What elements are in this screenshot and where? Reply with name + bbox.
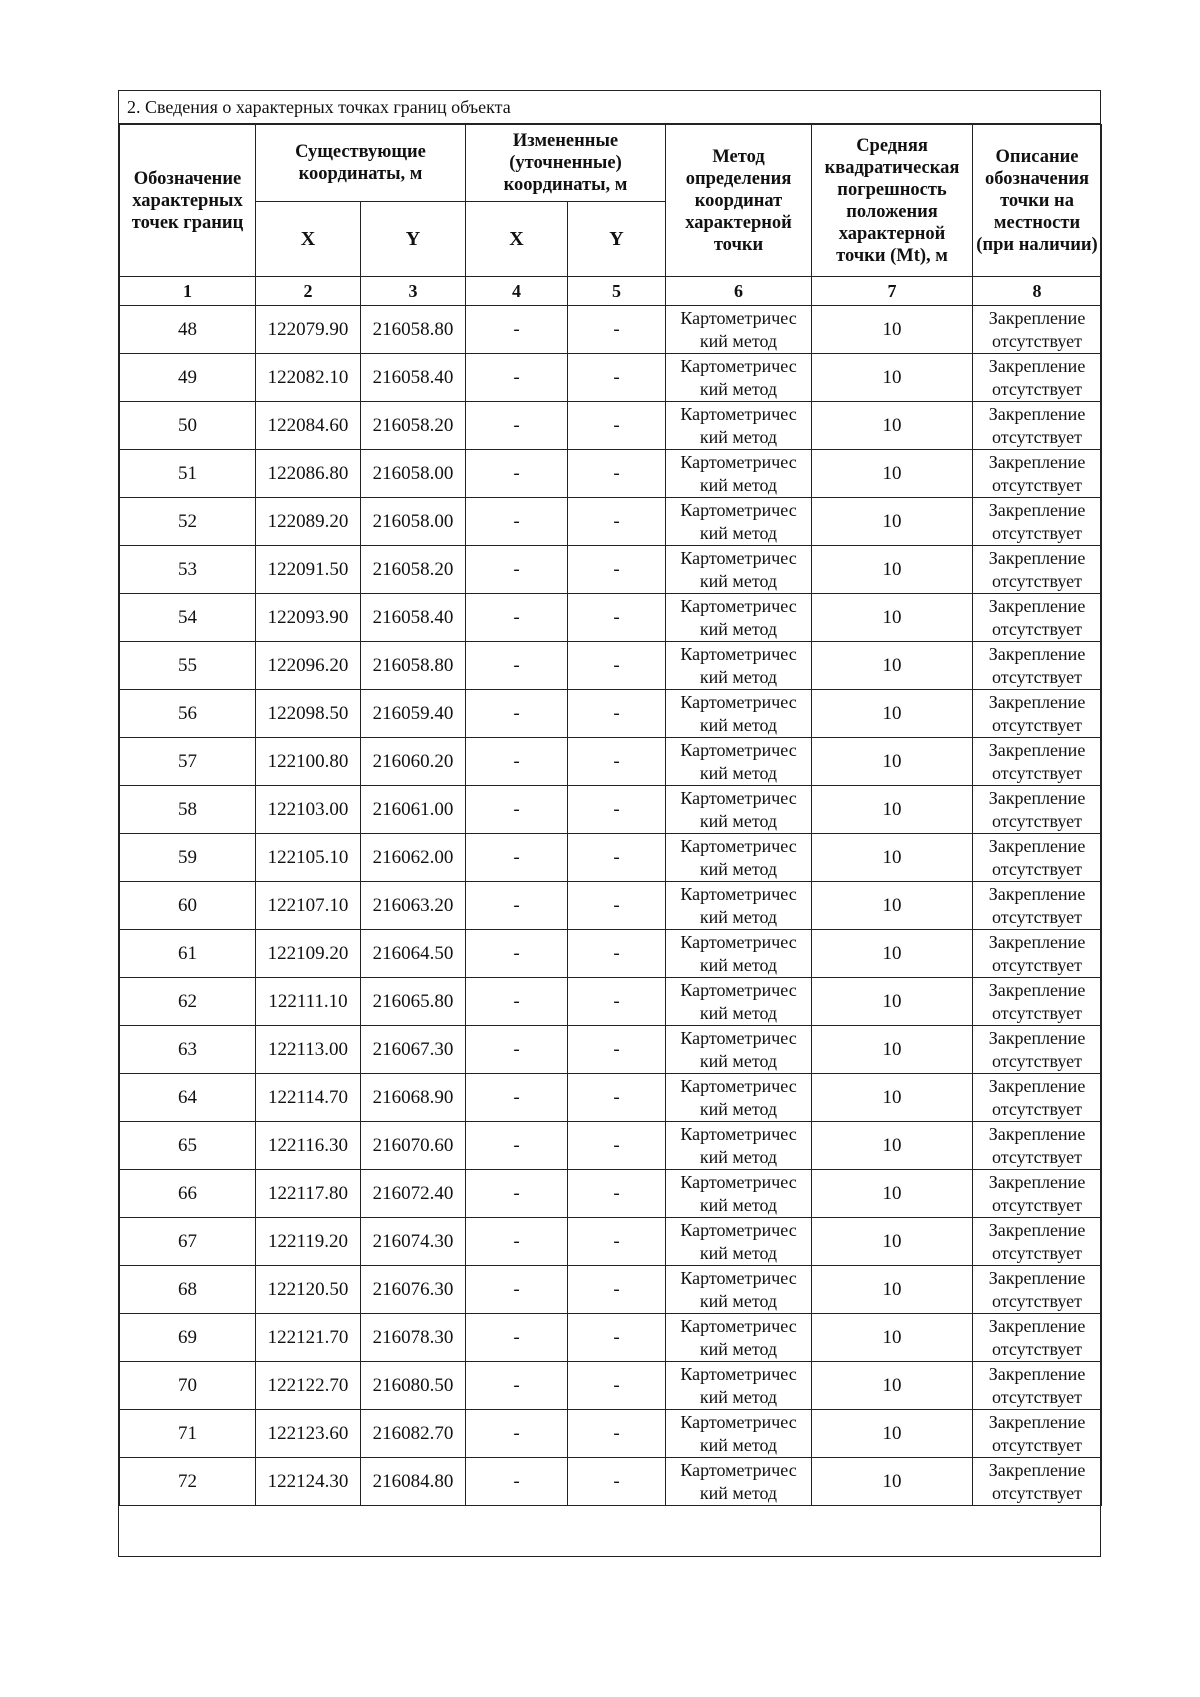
x-changed-cell: - [466,1074,568,1122]
error-cell: 10 [812,1026,973,1074]
y-changed-cell: - [568,1074,666,1122]
method-cell: Картометричес кий метод [666,1218,812,1266]
point-number-cell: 63 [120,1026,256,1074]
y-existing-cell: 216058.00 [361,498,466,546]
y-changed-cell: - [568,450,666,498]
error-cell: 10 [812,1362,973,1410]
table-row [120,306,1102,354]
header-description: Описание обозначения точки на местности (при наличии) [973,125,1102,277]
y-existing-cell: 216058.20 [361,402,466,450]
method-cell: Картометричес кий метод [666,882,812,930]
column-number: 5 [568,277,666,306]
y-existing-cell: 216063.20 [361,882,466,930]
method-cell: Картометричес кий метод [666,306,812,354]
x-existing-cell: 122122.70 [256,1362,361,1410]
description-cell: Закрепление отсутствует [973,594,1102,642]
y-existing-cell: 216060.20 [361,738,466,786]
point-number-cell: 52 [120,498,256,546]
y-changed-cell: - [568,1314,666,1362]
y-changed-cell: - [568,930,666,978]
error-cell: 10 [812,450,973,498]
header-existing-coords: Существующие координаты, м [256,125,466,202]
x-existing-cell: 122123.60 [256,1410,361,1458]
x-changed-cell: - [466,1362,568,1410]
table-row [120,594,1102,642]
header-y-changed: Y [568,202,666,277]
column-number: 8 [973,277,1102,306]
point-number-cell: 60 [120,882,256,930]
point-number-cell: 53 [120,546,256,594]
x-changed-cell: - [466,1314,568,1362]
point-number-cell: 50 [120,402,256,450]
method-cell: Картометричес кий метод [666,930,812,978]
point-number-cell: 69 [120,1314,256,1362]
table-row [120,354,1102,402]
column-number: 2 [256,277,361,306]
table-body [120,306,1102,1506]
x-changed-cell: - [466,1266,568,1314]
section-title: 2. Сведения о характерных точках границ объекта [119,91,1100,124]
table-row [120,1122,1102,1170]
x-existing-cell: 122117.80 [256,1170,361,1218]
x-existing-cell: 122120.50 [256,1266,361,1314]
column-number: 4 [466,277,568,306]
x-existing-cell: 122093.90 [256,594,361,642]
y-changed-cell: - [568,738,666,786]
table-row [120,738,1102,786]
column-number: 3 [361,277,466,306]
x-changed-cell: - [466,1026,568,1074]
x-existing-cell: 122109.20 [256,930,361,978]
table-row [120,1266,1102,1314]
x-existing-cell: 122098.50 [256,690,361,738]
point-number-cell: 72 [120,1458,256,1506]
document-frame [118,90,1101,1557]
description-cell: Закрепление отсутствует [973,978,1102,1026]
header-error: Средняя квадратическая погрешность положения характерной точки (Mt), м [812,125,973,277]
y-existing-cell: 216058.00 [361,450,466,498]
error-cell: 10 [812,306,973,354]
point-number-cell: 61 [120,930,256,978]
y-existing-cell: 216072.40 [361,1170,466,1218]
point-number-cell: 57 [120,738,256,786]
x-existing-cell: 122119.20 [256,1218,361,1266]
error-cell: 10 [812,354,973,402]
method-cell: Картометричес кий метод [666,1074,812,1122]
table-row [120,882,1102,930]
description-cell: Закрепление отсутствует [973,402,1102,450]
x-existing-cell: 122116.30 [256,1122,361,1170]
y-existing-cell: 216070.60 [361,1122,466,1170]
method-cell: Картометричес кий метод [666,834,812,882]
method-cell: Картометричес кий метод [666,1266,812,1314]
table-row [120,1074,1102,1122]
table-row [120,930,1102,978]
x-changed-cell: - [466,354,568,402]
table-row [120,642,1102,690]
header-method: Метод определения координат характерной точки [666,125,812,277]
x-existing-cell: 122082.10 [256,354,361,402]
y-changed-cell: - [568,882,666,930]
x-existing-cell: 122089.20 [256,498,361,546]
method-cell: Картометричес кий метод [666,738,812,786]
error-cell: 10 [812,738,973,786]
y-changed-cell: - [568,1122,666,1170]
x-existing-cell: 122105.10 [256,834,361,882]
x-changed-cell: - [466,786,568,834]
y-existing-cell: 216058.80 [361,306,466,354]
description-cell: Закрепление отсутствует [973,738,1102,786]
error-cell: 10 [812,594,973,642]
y-changed-cell: - [568,786,666,834]
y-changed-cell: - [568,834,666,882]
method-cell: Картометричес кий метод [666,498,812,546]
description-cell: Закрепление отсутствует [973,1170,1102,1218]
y-existing-cell: 216084.80 [361,1458,466,1506]
point-number-cell: 68 [120,1266,256,1314]
x-changed-cell: - [466,498,568,546]
x-changed-cell: - [466,1458,568,1506]
y-existing-cell: 216062.00 [361,834,466,882]
x-changed-cell: - [466,642,568,690]
y-changed-cell: - [568,690,666,738]
x-changed-cell: - [466,882,568,930]
y-existing-cell: 216067.30 [361,1026,466,1074]
y-changed-cell: - [568,546,666,594]
description-cell: Закрепление отсутствует [973,450,1102,498]
point-number-cell: 71 [120,1410,256,1458]
error-cell: 10 [812,498,973,546]
x-changed-cell: - [466,402,568,450]
x-existing-cell: 122084.60 [256,402,361,450]
point-number-cell: 62 [120,978,256,1026]
error-cell: 10 [812,546,973,594]
point-number-cell: 66 [120,1170,256,1218]
table-row [120,1362,1102,1410]
x-existing-cell: 122124.30 [256,1458,361,1506]
table-row [120,690,1102,738]
error-cell: 10 [812,1170,973,1218]
y-existing-cell: 216065.80 [361,978,466,1026]
description-cell: Закрепление отсутствует [973,546,1102,594]
description-cell: Закрепление отсутствует [973,786,1102,834]
boundary-points-table [119,124,1102,1506]
y-changed-cell: - [568,498,666,546]
error-cell: 10 [812,1122,973,1170]
description-cell: Закрепление отсутствует [973,1314,1102,1362]
x-existing-cell: 122096.20 [256,642,361,690]
y-changed-cell: - [568,1170,666,1218]
method-cell: Картометричес кий метод [666,1314,812,1362]
y-existing-cell: 216058.20 [361,546,466,594]
point-number-cell: 54 [120,594,256,642]
header-y-existing: Y [361,202,466,277]
description-cell: Закрепление отсутствует [973,1218,1102,1266]
y-existing-cell: 216058.80 [361,642,466,690]
point-number-cell: 58 [120,786,256,834]
point-number-cell: 56 [120,690,256,738]
x-existing-cell: 122107.10 [256,882,361,930]
x-changed-cell: - [466,1410,568,1458]
description-cell: Закрепление отсутствует [973,1026,1102,1074]
table-row [120,402,1102,450]
error-cell: 10 [812,690,973,738]
point-number-cell: 48 [120,306,256,354]
x-existing-cell: 122113.00 [256,1026,361,1074]
y-changed-cell: - [568,402,666,450]
error-cell: 10 [812,882,973,930]
table-row [120,1170,1102,1218]
x-changed-cell: - [466,546,568,594]
point-number-cell: 49 [120,354,256,402]
y-changed-cell: - [568,1026,666,1074]
y-changed-cell: - [568,1218,666,1266]
table-row [120,498,1102,546]
x-changed-cell: - [466,738,568,786]
y-changed-cell: - [568,642,666,690]
method-cell: Картометричес кий метод [666,1458,812,1506]
header-point-name: Обозначение характерных точек границ [120,125,256,277]
header-x-existing: X [256,202,361,277]
point-number-cell: 59 [120,834,256,882]
point-number-cell: 51 [120,450,256,498]
y-existing-cell: 216068.90 [361,1074,466,1122]
x-existing-cell: 122111.10 [256,978,361,1026]
y-changed-cell: - [568,354,666,402]
description-cell: Закрепление отсутствует [973,642,1102,690]
y-changed-cell: - [568,1362,666,1410]
x-existing-cell: 122121.70 [256,1314,361,1362]
method-cell: Картометричес кий метод [666,978,812,1026]
x-existing-cell: 122103.00 [256,786,361,834]
column-number: 7 [812,277,973,306]
description-cell: Закрепление отсутствует [973,1362,1102,1410]
method-cell: Картометричес кий метод [666,1170,812,1218]
x-changed-cell: - [466,978,568,1026]
y-existing-cell: 216078.30 [361,1314,466,1362]
x-changed-cell: - [466,594,568,642]
y-existing-cell: 216059.40 [361,690,466,738]
method-cell: Картометричес кий метод [666,642,812,690]
method-cell: Картометричес кий метод [666,546,812,594]
table-row [120,978,1102,1026]
x-existing-cell: 122114.70 [256,1074,361,1122]
table-row [120,450,1102,498]
point-number-cell: 55 [120,642,256,690]
table-row [120,786,1102,834]
table-row [120,1458,1102,1506]
x-existing-cell: 122100.80 [256,738,361,786]
table-row [120,1314,1102,1362]
error-cell: 10 [812,978,973,1026]
description-cell: Закрепление отсутствует [973,1410,1102,1458]
point-number-cell: 70 [120,1362,256,1410]
x-changed-cell: - [466,1122,568,1170]
y-changed-cell: - [568,594,666,642]
header-x-changed: X [466,202,568,277]
method-cell: Картометричес кий метод [666,786,812,834]
y-existing-cell: 216076.30 [361,1266,466,1314]
error-cell: 10 [812,642,973,690]
table-row [120,1410,1102,1458]
method-cell: Картометричес кий метод [666,450,812,498]
error-cell: 10 [812,786,973,834]
table-row [120,1026,1102,1074]
point-number-cell: 65 [120,1122,256,1170]
x-changed-cell: - [466,930,568,978]
method-cell: Картометричес кий метод [666,690,812,738]
x-changed-cell: - [466,1218,568,1266]
y-changed-cell: - [568,1266,666,1314]
y-changed-cell: - [568,306,666,354]
column-numbers-row [120,277,1102,306]
x-existing-cell: 122086.80 [256,450,361,498]
description-cell: Закрепление отсутствует [973,930,1102,978]
error-cell: 10 [812,834,973,882]
error-cell: 10 [812,1218,973,1266]
description-cell: Закрепление отсутствует [973,690,1102,738]
y-existing-cell: 216058.40 [361,594,466,642]
error-cell: 10 [812,1458,973,1506]
method-cell: Картометричес кий метод [666,1026,812,1074]
description-cell: Закрепление отсутствует [973,1122,1102,1170]
point-number-cell: 64 [120,1074,256,1122]
y-existing-cell: 216082.70 [361,1410,466,1458]
y-existing-cell: 216064.50 [361,930,466,978]
method-cell: Картометричес кий метод [666,1410,812,1458]
y-existing-cell: 216061.00 [361,786,466,834]
error-cell: 10 [812,1266,973,1314]
y-existing-cell: 216074.30 [361,1218,466,1266]
error-cell: 10 [812,1074,973,1122]
method-cell: Картометричес кий метод [666,1122,812,1170]
y-changed-cell: - [568,978,666,1026]
error-cell: 10 [812,1314,973,1362]
error-cell: 10 [812,1410,973,1458]
y-changed-cell: - [568,1458,666,1506]
x-changed-cell: - [466,690,568,738]
header-changed-coords: Измененные (уточненные) координаты, м [466,125,666,202]
y-existing-cell: 216080.50 [361,1362,466,1410]
x-changed-cell: - [466,306,568,354]
method-cell: Картометричес кий метод [666,402,812,450]
description-cell: Закрепление отсутствует [973,834,1102,882]
error-cell: 10 [812,930,973,978]
column-number: 1 [120,277,256,306]
y-changed-cell: - [568,1410,666,1458]
description-cell: Закрепление отсутствует [973,306,1102,354]
point-number-cell: 67 [120,1218,256,1266]
table-row [120,1218,1102,1266]
x-changed-cell: - [466,834,568,882]
table-row [120,546,1102,594]
description-cell: Закрепление отсутствует [973,1074,1102,1122]
table-row [120,834,1102,882]
column-number: 6 [666,277,812,306]
error-cell: 10 [812,402,973,450]
x-changed-cell: - [466,1170,568,1218]
x-existing-cell: 122079.90 [256,306,361,354]
x-existing-cell: 122091.50 [256,546,361,594]
method-cell: Картометричес кий метод [666,594,812,642]
method-cell: Картометричес кий метод [666,1362,812,1410]
y-existing-cell: 216058.40 [361,354,466,402]
description-cell: Закрепление отсутствует [973,882,1102,930]
description-cell: Закрепление отсутствует [973,498,1102,546]
method-cell: Картометричес кий метод [666,354,812,402]
description-cell: Закрепление отсутствует [973,1266,1102,1314]
description-cell: Закрепление отсутствует [973,1458,1102,1506]
x-changed-cell: - [466,450,568,498]
description-cell: Закрепление отсутствует [973,354,1102,402]
